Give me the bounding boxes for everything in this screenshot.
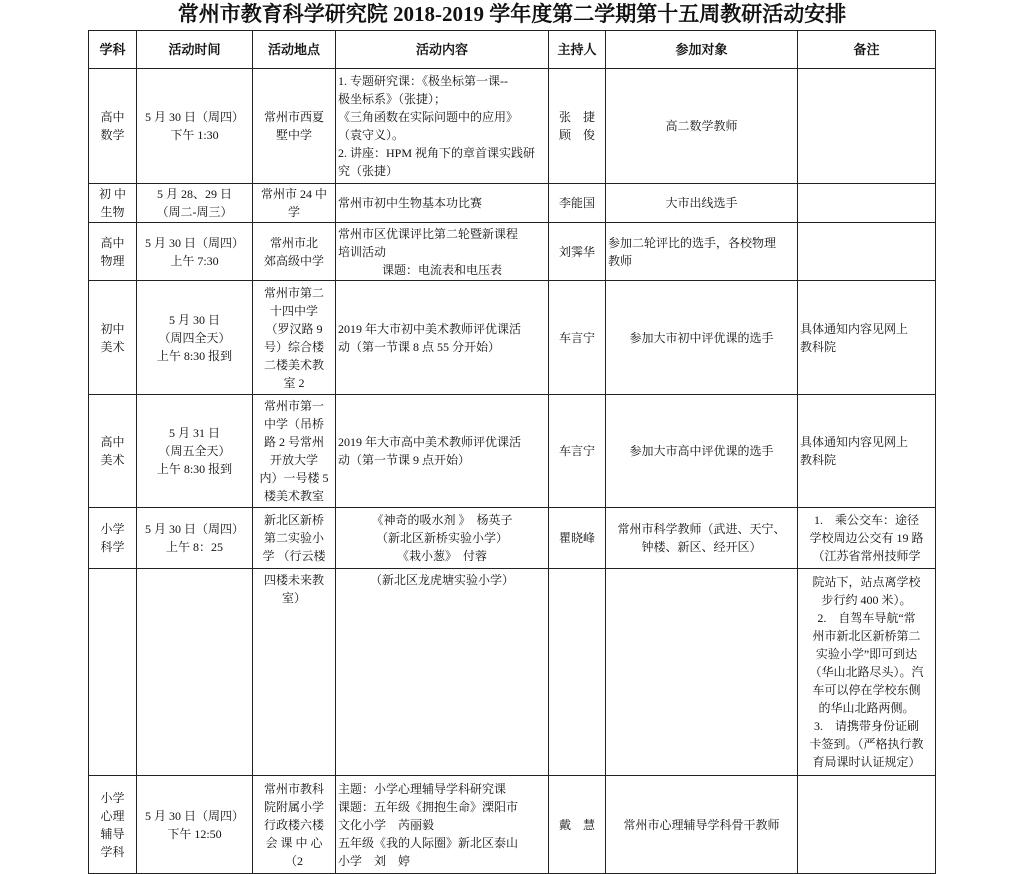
participants-cell: 参加大市初中评优课的选手 — [606, 281, 798, 395]
participants-cell: 高二数学教师 — [606, 69, 798, 184]
time-cell: 5 月 30 日（周四） 上午 7:30 — [137, 223, 253, 281]
document-title: 常州市教育科学研究院 2018-2019 学年度第二学期第十五周教研活动安排 — [177, 2, 847, 26]
host-cell: 车言宁 — [549, 395, 606, 508]
notes-cell — [798, 69, 936, 184]
row-high-school-art — [89, 395, 936, 508]
participants-cell: 参加二轮评比的选手，各校物理 教师 — [606, 223, 798, 281]
subject-cell: 初 中 生物 — [89, 184, 137, 223]
venue-cell: 新北区新桥 第二实验小 学 （行云楼 — [253, 508, 336, 569]
venue-cell: 常州市教科 院附属小学 行政楼六楼 会 课 中 心 （2 — [253, 776, 336, 874]
participants-cell — [606, 569, 798, 776]
time-cell: 5 月 31 日 （周五全天） 上午 8:30 报到 — [137, 395, 253, 508]
header-content: 活动内容 — [336, 31, 549, 69]
content-cell — [336, 223, 549, 281]
row-high-school-physics — [89, 223, 936, 281]
venue-cell: 常州市北 郊高级中学 — [253, 223, 336, 281]
notes-cell: 具体通知内容见网上 教科院 — [798, 281, 936, 395]
participants-cell: 常州市科学教师（武进、天宁、 钟楼、新区、经开区） — [606, 508, 798, 569]
notes-cell — [798, 184, 936, 223]
header-host: 主持人 — [549, 31, 606, 69]
subject-cell: 高中 数学 — [89, 69, 137, 184]
notes-cell: 具体通知内容见网上 教科院 — [798, 395, 936, 508]
time-cell: 5 月 30 日 （周四全天） 上午 8:30 报到 — [137, 281, 253, 395]
time-cell: 5 月 30 日（周四） 下午 1:30 — [137, 69, 253, 184]
row-high-school-math — [89, 69, 936, 184]
notes-cell: 院站下，站点离学校 步行约 400 米）。 2. 自驾车导航“常 州市新北区新桥第二 实验小学”即可到达 （华山北路尽头）。汽 车可以停在学校东侧 的华山北路两侧。 3. 请携带身份证刷 卡签到。（严格执行教 育局课时认证规定） — [798, 569, 936, 776]
subject-cell: 小学 科学 — [89, 508, 137, 569]
time-cell: 5 月 28、29 日 （周二-周三） — [137, 184, 253, 223]
subject-cell: 小学 心理 辅导 学科 — [89, 776, 137, 874]
subject-cell: 高中 物理 — [89, 223, 137, 281]
content-cell: 《神奇的吸水剂 》 杨英子 （新北区新桥实验小学） 《栽小葱》 付蓉 — [336, 508, 549, 569]
subject-cell — [89, 569, 137, 776]
row-primary-science-continued — [89, 569, 936, 776]
venue-cell: 四楼未来教 室） — [253, 569, 336, 776]
notes-cell: 1. 乘公交车：途径 学校周边公交有 19 路 （江苏省常州技师学 — [798, 508, 936, 569]
host-cell: 戴 慧 — [549, 776, 606, 874]
header-notes: 备注 — [798, 31, 936, 69]
host-cell: 李能国 — [549, 184, 606, 223]
header-subject: 学科 — [89, 31, 137, 69]
content-cell: 1. 专题研究课：《极坐标第一课-- 极坐标系》（张捷）； 《三角函数在实际问题中的应用》 （袁守义）。 2. 讲座：HPM 视角下的章首课实践研 究（张捷） — [336, 69, 549, 184]
venue-cell: 常州市 24 中 学 — [253, 184, 336, 223]
content-cell: 常州市初中生物基本功比赛 — [336, 184, 549, 223]
participants-cell: 大市出线选手 — [606, 184, 798, 223]
host-cell — [549, 569, 606, 776]
header-time: 活动时间 — [137, 31, 253, 69]
header-venue: 活动地点 — [253, 31, 336, 69]
content-cell: 主题：小学心理辅导学科研究课 课题：五年级《拥抱生命》溧阳市 文化小学 芮丽毅 五年级《我的人际圈》新北区泰山 小学 刘 婷 — [336, 776, 549, 874]
host-cell: 刘霁华 — [549, 223, 606, 281]
content-cell: 2019 年大市高中美术教师评优课活 动（第一节课 9 点开始） — [336, 395, 549, 508]
notes-cell — [798, 223, 936, 281]
content-cell: （新北区龙虎塘实验小学） — [336, 569, 549, 776]
header-participants: 参加对象 — [606, 31, 798, 69]
venue-cell: 常州市第二 十四中学 （罗汉路 9 号）综合楼 二楼美术教 室 2 — [253, 281, 336, 395]
time-cell — [137, 569, 253, 776]
subject-cell: 高中 美术 — [89, 395, 137, 508]
row-junior-art — [89, 281, 936, 395]
notes-cell — [798, 776, 936, 874]
content-cell: 2019 年大市初中美术教师评优课活 动（第一节课 8 点 55 分开始） — [336, 281, 549, 395]
content-main: 常州市区优课评比第二轮暨新课程 培训活动 — [338, 226, 519, 259]
row-junior-biology — [89, 184, 936, 223]
row-primary-science — [89, 508, 936, 569]
host-cell: 瞿晓峰 — [549, 508, 606, 569]
content-topic: 课题：电流表和电压表 — [381, 262, 502, 277]
host-cell: 车言宁 — [549, 281, 606, 395]
participants-cell: 常州市心理辅导学科骨干教师 — [606, 776, 798, 874]
row-primary-psychology — [89, 776, 936, 874]
time-cell: 5 月 30 日（周四） 上午 8：25 — [137, 508, 253, 569]
participants-cell: 参加大市高中评优课的选手 — [606, 395, 798, 508]
subject-cell: 初中 美术 — [89, 281, 137, 395]
table-header-row — [89, 31, 936, 69]
time-cell: 5 月 30 日（周四） 下午 12:50 — [137, 776, 253, 874]
host-cell: 张 捷 顾 俊 — [549, 69, 606, 184]
venue-cell: 常州市西夏 墅中学 — [253, 69, 336, 184]
schedule-table — [88, 30, 936, 874]
venue-cell: 常州市第一 中学（吊桥 路 2 号常州 开放大学 内）一号楼 5 楼美术教室 — [253, 395, 336, 508]
